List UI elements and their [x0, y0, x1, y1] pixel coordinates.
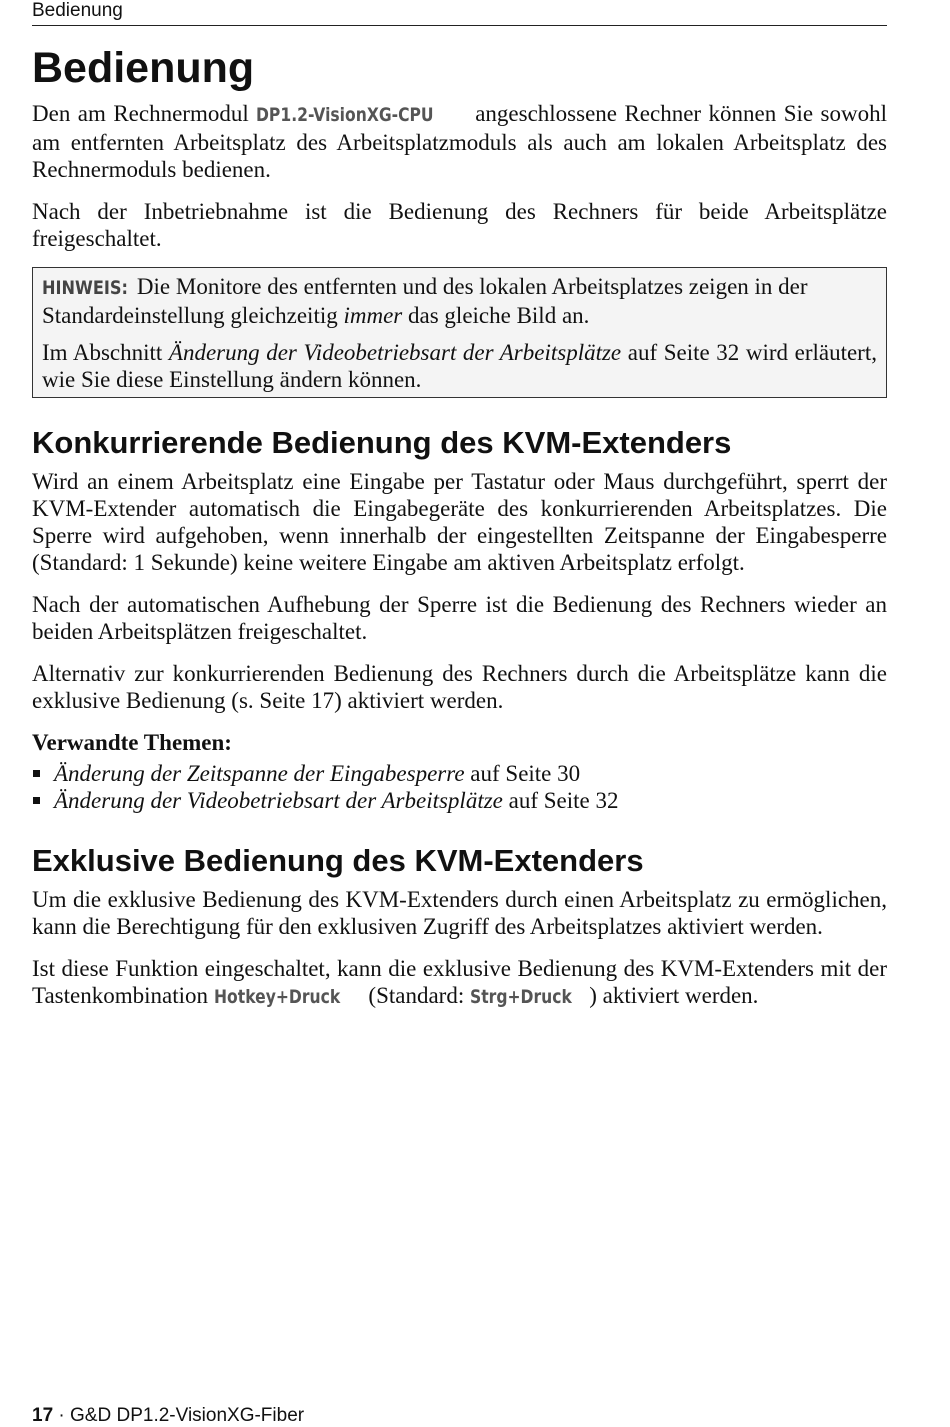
exclusive-paragraph-1: Um die exklusive Bedienung des KVM-Extenders durch einen Arbeitsplatz zu ermöglichen, kann die Berechtigung für den exklusiven Zugriff des Arbeitsplatzes aktiviert werden. [32, 887, 887, 939]
note2-text-start: Im Abschnitt [42, 340, 169, 365]
intro-paragraph-1 [32, 100, 887, 183]
concurrent-paragraph-2: Nach der automatischen Aufhebung der Sperre ist die Bedienung des Rechners wieder an beiden Arbeitsplätzen freigeschaltet. [32, 592, 887, 644]
note-emphasis: immer [343, 303, 403, 328]
exclusive-text-middle: (Standard: [362, 983, 470, 1008]
note-label: HINWEIS: [42, 277, 128, 299]
intro-text-start: Den am Rechnermodul [32, 101, 257, 126]
footer-separator: · [53, 1405, 71, 1426]
footer-product: G&D DP1.2-VisionXG-Fiber [70, 1405, 305, 1426]
section-heading-concurrent: Konkurrierende Bedienung des KVM-Extenders [32, 425, 732, 460]
page-footer [32, 1405, 304, 1427]
hotkey-combination: Hotkey+Druck [213, 986, 340, 1008]
related-topic-item [32, 787, 887, 814]
related-topic-page: auf Seite 32 [502, 788, 619, 813]
intro-text-end: angeschlossene Rechner können Sie sowohl am entfernten Arbeitsplatz des Arbeitsplatzmoduls als auch am lokalen Arbeitsplatz des Rechnermoduls bedienen. [32, 101, 887, 182]
related-topic-page: auf Seite 30 [464, 761, 581, 786]
exclusive-text-start: Ist diese Funktion eingeschaltet, kann die exklusive Bedienung des KVM-Extenders mit der Tastenkombination [32, 956, 887, 1008]
page-title: Bedienung [32, 44, 255, 92]
exclusive-paragraph-2 [32, 955, 887, 1011]
document-page [32, 0, 887, 1427]
note-cross-reference-link[interactable]: Änderung der Videobetriebsart der Arbeitsplätze [168, 340, 622, 365]
note-box [32, 267, 887, 398]
note2-text-end: auf Seite 32 wird erläutert, wie Sie diese Einstellung ändern können. [42, 340, 877, 392]
product-name: DP1.2-VisionXG-CPU [256, 104, 434, 126]
running-header: Bedienung [32, 0, 887, 26]
related-topic-link[interactable]: Änderung der Zeitspanne der Eingabesperre [54, 761, 465, 786]
note-line-1 [42, 273, 877, 329]
related-topic-item [32, 760, 887, 787]
bullet-icon [33, 797, 40, 804]
concurrent-paragraph-1: Wird an einem Arbeitsplatz eine Eingabe per Tastatur oder Maus durchgeführt, sperrt der KVM-Extender automatisch die Eingabegeräte des konkurrierenden Arbeitsplatzes. Die Sperre wird aufgehoben, wenn innerhalb der eingestellten Zeitspanne der Eingabesperre (Standard: 1 Sekunde) keine weitere Eingabe am aktiven Arbeitsplatz erfolgt. [32, 469, 887, 575]
note-text-end: das gleiche Bild an. [402, 303, 590, 328]
page-number: 17 [32, 1405, 54, 1426]
related-topic-link[interactable]: Änderung der Videobetriebsart der Arbeitsplätze [54, 788, 503, 813]
section-heading-exclusive: Exklusive Bedienung des KVM-Extenders [32, 843, 644, 878]
exclusive-text-end: ) aktiviert werden. [589, 983, 759, 1008]
note-text-start: Die Monitore des entfernten und des lokalen Arbeitsplatzes zeigen in der Standardeinstellung gleichzeitig [42, 274, 808, 328]
related-topics-list [32, 760, 887, 814]
concurrent-paragraph-3: Alternativ zur konkurrierenden Bedienung des Rechners durch die Arbeitsplätze kann die exklusive Bedienung (s. Seite 17) aktiviert werden. [32, 661, 887, 713]
intro-paragraph-2: Nach der Inbetriebnahme ist die Bedienung des Rechners für beide Arbeitsplätze freigeschaltet. [32, 199, 887, 251]
related-topics-heading: Verwandte Themen: [32, 730, 232, 755]
bullet-icon [33, 770, 40, 777]
note-line-2 [42, 339, 877, 393]
default-key-combination: Strg+Druck [469, 986, 572, 1008]
